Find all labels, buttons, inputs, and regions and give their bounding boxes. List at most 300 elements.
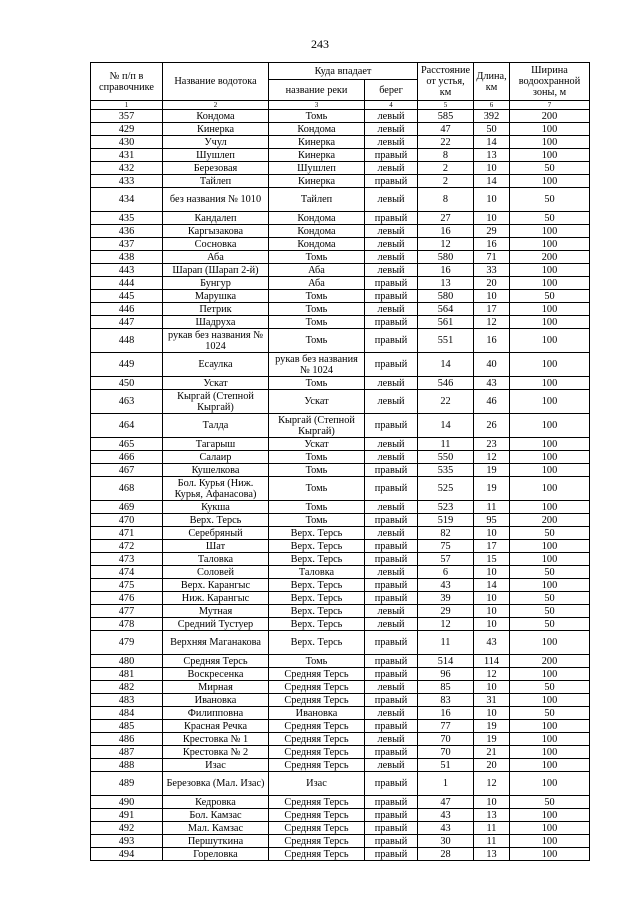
cell-river-name: Аба	[269, 264, 365, 277]
cell-distance: 43	[418, 579, 474, 592]
table-row	[91, 759, 590, 772]
cell-zone-width: 50	[510, 796, 590, 809]
cell-river-name: Таловка	[269, 566, 365, 579]
table-row	[91, 277, 590, 290]
cell-zone-width: 100	[510, 822, 590, 835]
cell-distance: 519	[418, 514, 474, 527]
cell-distance: 43	[418, 822, 474, 835]
cell-watercourse-name: Шарап (Шарап 2-й)	[163, 264, 269, 277]
header-flows-into: Куда впадает	[269, 63, 418, 80]
cell-ref-number: 468	[91, 477, 163, 501]
cell-river-name: Кондома	[269, 225, 365, 238]
cell-bank: правый	[365, 149, 418, 162]
cell-length: 10	[474, 605, 510, 618]
column-number-row	[91, 101, 590, 110]
cell-zone-width: 100	[510, 303, 590, 316]
cell-ref-number: 492	[91, 822, 163, 835]
cell-zone-width: 100	[510, 451, 590, 464]
cell-bank: левый	[365, 251, 418, 264]
cell-bank: левый	[365, 390, 418, 414]
cell-zone-width: 100	[510, 694, 590, 707]
cell-river-name: Томь	[269, 464, 365, 477]
cell-bank: левый	[365, 605, 418, 618]
cell-length: 40	[474, 353, 510, 377]
cell-distance: 30	[418, 835, 474, 848]
cell-bank: правый	[365, 514, 418, 527]
table-row	[91, 631, 590, 655]
cell-river-name: Кондома	[269, 212, 365, 225]
cell-watercourse-name: Кинерка	[163, 123, 269, 136]
cell-length: 10	[474, 796, 510, 809]
cell-zone-width: 100	[510, 225, 590, 238]
cell-bank: правый	[365, 277, 418, 290]
cell-bank: левый	[365, 110, 418, 123]
cell-ref-number: 479	[91, 631, 163, 655]
cell-river-name: Томь	[269, 477, 365, 501]
table-row	[91, 809, 590, 822]
cell-zone-width: 100	[510, 353, 590, 377]
cell-length: 19	[474, 464, 510, 477]
cell-length: 43	[474, 631, 510, 655]
table-row	[91, 414, 590, 438]
cell-zone-width: 50	[510, 212, 590, 225]
table-row	[91, 390, 590, 414]
cell-bank: правый	[365, 477, 418, 501]
cell-ref-number: 485	[91, 720, 163, 733]
table-row	[91, 316, 590, 329]
cell-zone-width: 50	[510, 707, 590, 720]
cell-river-name: Средняя Терсь	[269, 694, 365, 707]
table-row	[91, 225, 590, 238]
cell-bank: левый	[365, 162, 418, 175]
cell-watercourse-name: Шат	[163, 540, 269, 553]
cell-ref-number: 464	[91, 414, 163, 438]
cell-watercourse-name: Верх. Карангыс	[163, 579, 269, 592]
cell-length: 20	[474, 277, 510, 290]
table-row	[91, 707, 590, 720]
cell-zone-width: 100	[510, 123, 590, 136]
cell-bank: правый	[365, 316, 418, 329]
cell-ref-number: 436	[91, 225, 163, 238]
page-number: 243	[311, 37, 329, 51]
table-row	[91, 605, 590, 618]
cell-river-name: Томь	[269, 251, 365, 264]
cell-bank: левый	[365, 566, 418, 579]
cell-river-name: Аба	[269, 277, 365, 290]
cell-distance: 585	[418, 110, 474, 123]
cell-distance: 550	[418, 451, 474, 464]
cell-distance: 43	[418, 809, 474, 822]
cell-length: 12	[474, 316, 510, 329]
cell-river-name: Средняя Терсь	[269, 720, 365, 733]
cell-distance: 47	[418, 123, 474, 136]
table-row	[91, 501, 590, 514]
cell-length: 12	[474, 772, 510, 796]
cell-ref-number: 450	[91, 377, 163, 390]
cell-distance: 535	[418, 464, 474, 477]
cell-bank: правый	[365, 631, 418, 655]
cell-river-name: Средняя Терсь	[269, 733, 365, 746]
cell-river-name: Верх. Терсь	[269, 631, 365, 655]
cell-watercourse-name: Бунгур	[163, 277, 269, 290]
cell-watercourse-name: Есаулка	[163, 353, 269, 377]
cell-length: 43	[474, 377, 510, 390]
cell-bank: правый	[365, 809, 418, 822]
cell-zone-width: 100	[510, 390, 590, 414]
cell-zone-width: 100	[510, 631, 590, 655]
cell-watercourse-name: Першуткина	[163, 835, 269, 848]
cell-watercourse-name: Крестовка № 1	[163, 733, 269, 746]
cell-watercourse-name: Гореловка	[163, 848, 269, 861]
cell-zone-width: 50	[510, 290, 590, 303]
cell-ref-number: 473	[91, 553, 163, 566]
cell-watercourse-name: Средняя Терсь	[163, 655, 269, 668]
table-row	[91, 694, 590, 707]
cell-river-name: Кинерка	[269, 175, 365, 188]
cell-watercourse-name: Кандалеп	[163, 212, 269, 225]
cell-length: 392	[474, 110, 510, 123]
cell-watercourse-name: Каргызакова	[163, 225, 269, 238]
cell-ref-number: 476	[91, 592, 163, 605]
cell-zone-width: 100	[510, 149, 590, 162]
cell-distance: 39	[418, 592, 474, 605]
cell-distance: 47	[418, 796, 474, 809]
cell-zone-width: 50	[510, 188, 590, 212]
cell-length: 21	[474, 746, 510, 759]
cell-ref-number: 449	[91, 353, 163, 377]
cell-zone-width: 100	[510, 316, 590, 329]
cell-distance: 6	[418, 566, 474, 579]
table-row	[91, 290, 590, 303]
cell-length: 10	[474, 681, 510, 694]
cell-river-name: Средняя Терсь	[269, 668, 365, 681]
table-row	[91, 353, 590, 377]
cell-watercourse-name: Кукша	[163, 501, 269, 514]
table-row	[91, 175, 590, 188]
cell-distance: 1	[418, 772, 474, 796]
header-distance: Расстояние от устья, км	[418, 63, 474, 101]
cell-river-name: Ускат	[269, 438, 365, 451]
table-row	[91, 110, 590, 123]
cell-zone-width: 100	[510, 835, 590, 848]
cell-ref-number: 490	[91, 796, 163, 809]
cell-ref-number: 469	[91, 501, 163, 514]
table-row	[91, 796, 590, 809]
cell-ref-number: 481	[91, 668, 163, 681]
cell-river-name: Томь	[269, 377, 365, 390]
cell-ref-number: 357	[91, 110, 163, 123]
cell-bank: левый	[365, 733, 418, 746]
cell-bank: правый	[365, 553, 418, 566]
cell-bank: левый	[365, 527, 418, 540]
cell-watercourse-name: Мирная	[163, 681, 269, 694]
cell-ref-number: 472	[91, 540, 163, 553]
table-row	[91, 438, 590, 451]
cell-zone-width: 50	[510, 605, 590, 618]
cell-zone-width: 100	[510, 264, 590, 277]
cell-watercourse-name: Ниж. Карангыс	[163, 592, 269, 605]
table-row	[91, 329, 590, 353]
cell-zone-width: 50	[510, 592, 590, 605]
column-number: 2	[163, 101, 269, 110]
cell-zone-width: 100	[510, 746, 590, 759]
cell-bank: правый	[365, 848, 418, 861]
cell-ref-number: 483	[91, 694, 163, 707]
cell-watercourse-name: без названия № 1010	[163, 188, 269, 212]
cell-bank: левый	[365, 438, 418, 451]
table-row	[91, 772, 590, 796]
cell-distance: 77	[418, 720, 474, 733]
cell-zone-width: 100	[510, 175, 590, 188]
table-row	[91, 212, 590, 225]
cell-watercourse-name: Мал. Камзас	[163, 822, 269, 835]
cell-river-name: Кыргай (Степной Кыргай)	[269, 414, 365, 438]
column-number: 5	[418, 101, 474, 110]
cell-river-name: Томь	[269, 110, 365, 123]
header-zone-width: Ширина водоохранной зоны, м	[510, 63, 590, 101]
cell-river-name: Верх. Терсь	[269, 527, 365, 540]
cell-distance: 11	[418, 438, 474, 451]
cell-river-name: Средняя Терсь	[269, 759, 365, 772]
cell-bank: правый	[365, 414, 418, 438]
cell-ref-number: 487	[91, 746, 163, 759]
cell-watercourse-name: Тагарыш	[163, 438, 269, 451]
cell-ref-number: 480	[91, 655, 163, 668]
cell-watercourse-name: Таловка	[163, 553, 269, 566]
table-row	[91, 514, 590, 527]
header-length: Длина, км	[474, 63, 510, 101]
cell-watercourse-name: Соловей	[163, 566, 269, 579]
cell-distance: 514	[418, 655, 474, 668]
cell-bank: правый	[365, 822, 418, 835]
cell-ref-number: 493	[91, 835, 163, 848]
cell-bank: правый	[365, 720, 418, 733]
table-row	[91, 835, 590, 848]
cell-distance: 22	[418, 136, 474, 149]
cell-bank: левый	[365, 707, 418, 720]
cell-ref-number: 435	[91, 212, 163, 225]
cell-river-name: Верх. Терсь	[269, 553, 365, 566]
cell-length: 11	[474, 835, 510, 848]
cell-bank: левый	[365, 618, 418, 631]
cell-distance: 551	[418, 329, 474, 353]
column-number: 4	[365, 101, 418, 110]
cell-length: 11	[474, 822, 510, 835]
cell-distance: 525	[418, 477, 474, 501]
cell-river-name: Томь	[269, 451, 365, 464]
cell-ref-number: 465	[91, 438, 163, 451]
cell-ref-number: 484	[91, 707, 163, 720]
table-row	[91, 464, 590, 477]
cell-bank: правый	[365, 290, 418, 303]
header-bank: берег	[365, 80, 418, 101]
cell-zone-width: 100	[510, 579, 590, 592]
cell-bank: левый	[365, 377, 418, 390]
cell-ref-number: 448	[91, 329, 163, 353]
cell-watercourse-name: Шушлеп	[163, 149, 269, 162]
cell-distance: 564	[418, 303, 474, 316]
cell-river-name: Кондома	[269, 238, 365, 251]
cell-river-name: Томь	[269, 303, 365, 316]
table-row	[91, 579, 590, 592]
cell-river-name: Средняя Терсь	[269, 822, 365, 835]
cell-bank: левый	[365, 188, 418, 212]
cell-bank: правый	[365, 212, 418, 225]
cell-watercourse-name: Аба	[163, 251, 269, 264]
cell-bank: левый	[365, 303, 418, 316]
cell-length: 17	[474, 540, 510, 553]
cell-distance: 75	[418, 540, 474, 553]
table-row	[91, 303, 590, 316]
column-number: 1	[91, 101, 163, 110]
cell-zone-width: 100	[510, 377, 590, 390]
table-row	[91, 592, 590, 605]
cell-zone-width: 100	[510, 501, 590, 514]
cell-bank: левый	[365, 225, 418, 238]
cell-bank: правый	[365, 746, 418, 759]
cell-zone-width: 100	[510, 772, 590, 796]
table-row	[91, 238, 590, 251]
header-watercourse-name: Название водотока	[163, 63, 269, 101]
cell-ref-number: 445	[91, 290, 163, 303]
cell-ref-number: 491	[91, 809, 163, 822]
cell-zone-width: 50	[510, 681, 590, 694]
cell-distance: 16	[418, 264, 474, 277]
cell-distance: 12	[418, 238, 474, 251]
cell-watercourse-name: Талда	[163, 414, 269, 438]
cell-watercourse-name: Шадруха	[163, 316, 269, 329]
cell-distance: 2	[418, 162, 474, 175]
cell-river-name: Шушлеп	[269, 162, 365, 175]
cell-length: 71	[474, 251, 510, 264]
table-row	[91, 136, 590, 149]
cell-distance: 11	[418, 631, 474, 655]
cell-bank: правый	[365, 592, 418, 605]
cell-river-name: Кондома	[269, 123, 365, 136]
cell-length: 19	[474, 477, 510, 501]
cell-ref-number: 494	[91, 848, 163, 861]
table-row	[91, 527, 590, 540]
cell-river-name: Томь	[269, 316, 365, 329]
cell-length: 10	[474, 188, 510, 212]
cell-ref-number: 467	[91, 464, 163, 477]
table-row	[91, 149, 590, 162]
cell-zone-width: 100	[510, 238, 590, 251]
cell-length: 20	[474, 759, 510, 772]
cell-ref-number: 471	[91, 527, 163, 540]
table-row	[91, 733, 590, 746]
cell-bank: левый	[365, 123, 418, 136]
cell-river-name: Томь	[269, 514, 365, 527]
table-row	[91, 264, 590, 277]
table-row	[91, 822, 590, 835]
cell-length: 14	[474, 136, 510, 149]
cell-length: 17	[474, 303, 510, 316]
cell-river-name: Средняя Терсь	[269, 681, 365, 694]
table-row	[91, 123, 590, 136]
cell-ref-number: 486	[91, 733, 163, 746]
cell-length: 23	[474, 438, 510, 451]
cell-length: 95	[474, 514, 510, 527]
cell-distance: 27	[418, 212, 474, 225]
table-row	[91, 377, 590, 390]
cell-length: 50	[474, 123, 510, 136]
cell-watercourse-name: Марушка	[163, 290, 269, 303]
cell-zone-width: 100	[510, 329, 590, 353]
cell-ref-number: 438	[91, 251, 163, 264]
cell-bank: левый	[365, 759, 418, 772]
cell-zone-width: 200	[510, 514, 590, 527]
cell-bank: правый	[365, 668, 418, 681]
cell-distance: 96	[418, 668, 474, 681]
cell-zone-width: 100	[510, 733, 590, 746]
cell-ref-number: 446	[91, 303, 163, 316]
cell-zone-width: 100	[510, 848, 590, 861]
cell-ref-number: 447	[91, 316, 163, 329]
cell-river-name: Кинерка	[269, 136, 365, 149]
header-ref-number: № п/п в справочнике	[91, 63, 163, 101]
cell-watercourse-name: рукав без названия № 1024	[163, 329, 269, 353]
cell-ref-number: 433	[91, 175, 163, 188]
watercourse-table	[90, 62, 590, 861]
cell-watercourse-name: Кондома	[163, 110, 269, 123]
table-row	[91, 540, 590, 553]
cell-river-name: Кинерка	[269, 149, 365, 162]
cell-length: 12	[474, 668, 510, 681]
cell-ref-number: 475	[91, 579, 163, 592]
cell-ref-number: 488	[91, 759, 163, 772]
table-row	[91, 251, 590, 264]
cell-distance: 14	[418, 414, 474, 438]
cell-zone-width: 100	[510, 668, 590, 681]
cell-distance: 8	[418, 149, 474, 162]
column-number: 6	[474, 101, 510, 110]
cell-watercourse-name: Салаир	[163, 451, 269, 464]
cell-distance: 12	[418, 618, 474, 631]
cell-bank: правый	[365, 175, 418, 188]
table-row	[91, 746, 590, 759]
cell-bank: левый	[365, 264, 418, 277]
cell-distance: 13	[418, 277, 474, 290]
cell-watercourse-name: Учул	[163, 136, 269, 149]
cell-length: 114	[474, 655, 510, 668]
cell-length: 19	[474, 733, 510, 746]
cell-length: 16	[474, 329, 510, 353]
cell-distance: 580	[418, 251, 474, 264]
cell-distance: 16	[418, 225, 474, 238]
cell-bank: правый	[365, 579, 418, 592]
cell-watercourse-name: Верх. Терсь	[163, 514, 269, 527]
cell-length: 19	[474, 720, 510, 733]
cell-watercourse-name: Красная Речка	[163, 720, 269, 733]
cell-length: 13	[474, 848, 510, 861]
table-row	[91, 720, 590, 733]
cell-watercourse-name: Бол. Камзас	[163, 809, 269, 822]
table-row	[91, 477, 590, 501]
cell-watercourse-name: Серебряный	[163, 527, 269, 540]
cell-bank: левый	[365, 238, 418, 251]
cell-length: 10	[474, 162, 510, 175]
cell-ref-number: 430	[91, 136, 163, 149]
cell-ref-number: 477	[91, 605, 163, 618]
cell-distance: 70	[418, 733, 474, 746]
cell-ref-number: 443	[91, 264, 163, 277]
table-row	[91, 668, 590, 681]
cell-distance: 83	[418, 694, 474, 707]
cell-watercourse-name: Березовка (Мал. Изас)	[163, 772, 269, 796]
cell-length: 10	[474, 290, 510, 303]
cell-river-name: Средняя Терсь	[269, 835, 365, 848]
